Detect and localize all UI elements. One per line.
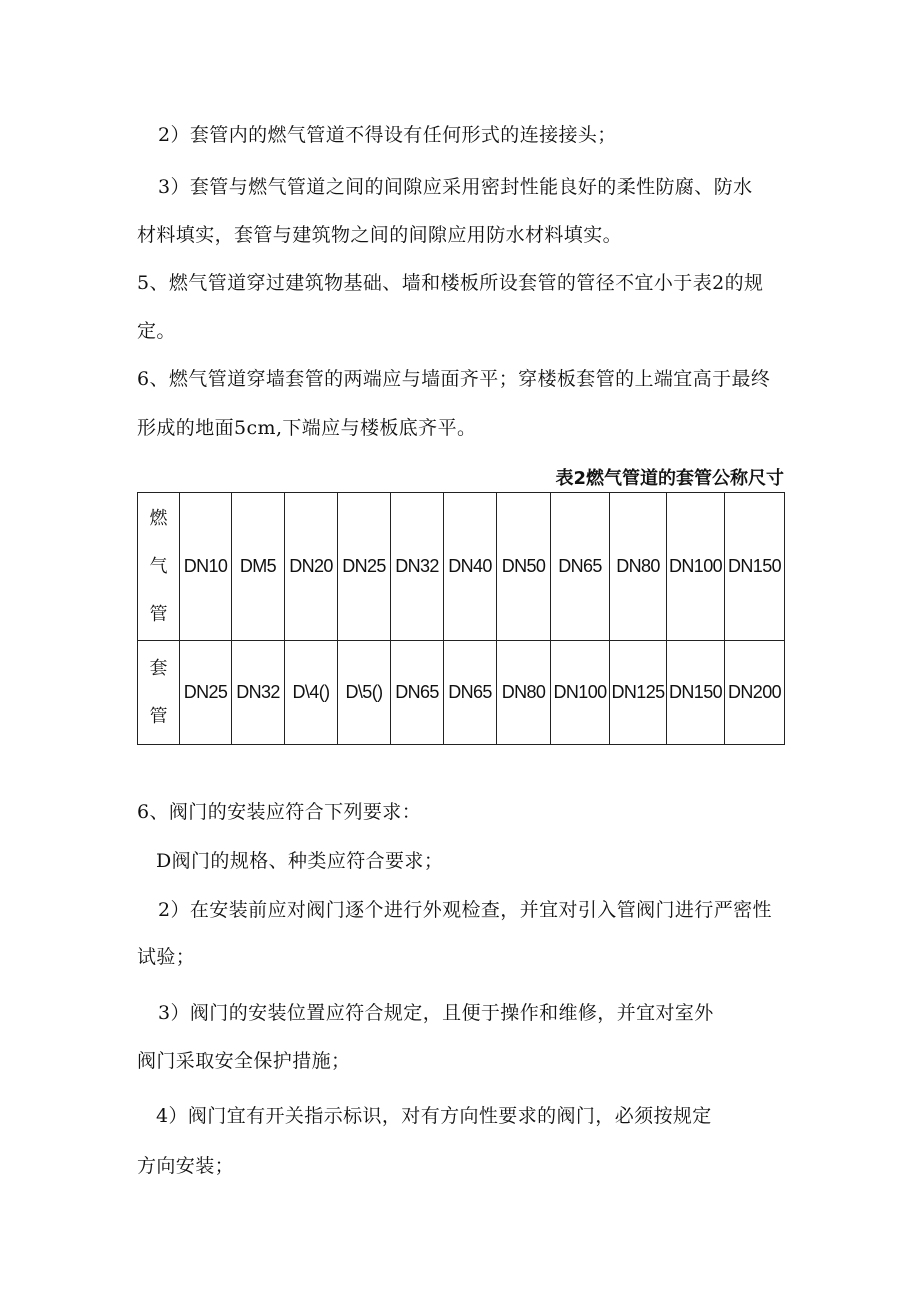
text-line-item-3-cont: 材料填实，套管与建筑物之间的间隙应用防水材料填实。 xyxy=(137,224,623,246)
table-row-sleeve xyxy=(138,641,785,745)
text-line-item-6-cont: 形成的地面5cm,下端应与楼板底齐平。 xyxy=(137,417,477,439)
table-cell: DN80 xyxy=(497,641,551,745)
table-cell: DN150 xyxy=(667,641,725,745)
text-line-item-6: 6、燃气管道穿墙套管的两端应与墙面齐平；穿楼板套管的上端宜高于最终 xyxy=(137,368,771,390)
table-cell: DN32 xyxy=(391,493,444,641)
table-cell: DN25 xyxy=(180,641,232,745)
row-header-gas-pipe xyxy=(138,493,180,641)
table-cell: D\4() xyxy=(285,641,338,745)
table-cell: DM5 xyxy=(232,493,285,641)
text-line-valve-item-3-cont: 阀门采取安全保护措施； xyxy=(137,1050,351,1072)
table-cell: DN65 xyxy=(551,493,610,641)
row-header-char: 管 xyxy=(149,705,168,727)
table-cell: DN150 xyxy=(725,493,785,641)
text-line-valve-heading: 6、阀门的安装应符合下列要求： xyxy=(137,801,422,823)
text-line-valve-item-2: 2）在安装前应对阀门逐个进行外观检查，并宜对引入管阀门进行严密性 xyxy=(158,899,772,921)
table-cell: DN32 xyxy=(232,641,285,745)
table-cell: DN65 xyxy=(444,641,497,745)
row-header-char: 燃 xyxy=(149,507,168,529)
table-cell: DN125 xyxy=(610,641,667,745)
table-cell: DN100 xyxy=(551,641,610,745)
row-header-char: 套 xyxy=(149,657,168,679)
text-line-valve-item-2-cont: 试验； xyxy=(137,946,196,968)
table-cell: DN100 xyxy=(667,493,725,641)
pipe-sleeve-size-table xyxy=(137,492,785,745)
table-cell: DN40 xyxy=(444,493,497,641)
text-line-valve-item-3: 3）阀门的安装位置应符合规定，且便于操作和维修，并宜对室外 xyxy=(158,1002,714,1024)
table-cell: DN10 xyxy=(180,493,232,641)
table-cell: DN20 xyxy=(285,493,338,641)
table-cell: D\5() xyxy=(338,641,391,745)
table-row-gas-pipe xyxy=(138,493,785,641)
text-line-item-2: 2）套管内的燃气管道不得设有任何形式的连接接头； xyxy=(158,124,617,146)
text-line-valve-item-4-cont: 方向安装； xyxy=(137,1155,235,1177)
text-line-item-3: 3）套管与燃气管道之间的间隙应采用密封性能良好的柔性防腐、防水 xyxy=(158,176,753,198)
row-header-char: 气 xyxy=(149,555,168,577)
text-line-valve-item-4: 4）阀门宜有开关指示标识，对有方向性要求的阀门，必须按规定 xyxy=(156,1105,712,1127)
table-cell: DN25 xyxy=(338,493,391,641)
text-line-item-5-cont: 定。 xyxy=(137,320,176,342)
table-cell: DN200 xyxy=(725,641,785,745)
row-header-sleeve xyxy=(138,641,180,745)
row-header-char: 管 xyxy=(149,603,168,625)
table-cell: DN80 xyxy=(610,493,667,641)
table-cell: DN65 xyxy=(391,641,444,745)
text-line-item-5: 5、燃气管道穿过建筑物基础、墙和楼板所设套管的管径不宜小于表2的规 xyxy=(137,272,764,294)
table-cell: DN50 xyxy=(497,493,551,641)
table-caption: 表2燃气管道的套管公称尺寸 xyxy=(555,468,784,489)
text-line-valve-item-1: D阀门的规格、种类应符合要求； xyxy=(156,850,444,872)
